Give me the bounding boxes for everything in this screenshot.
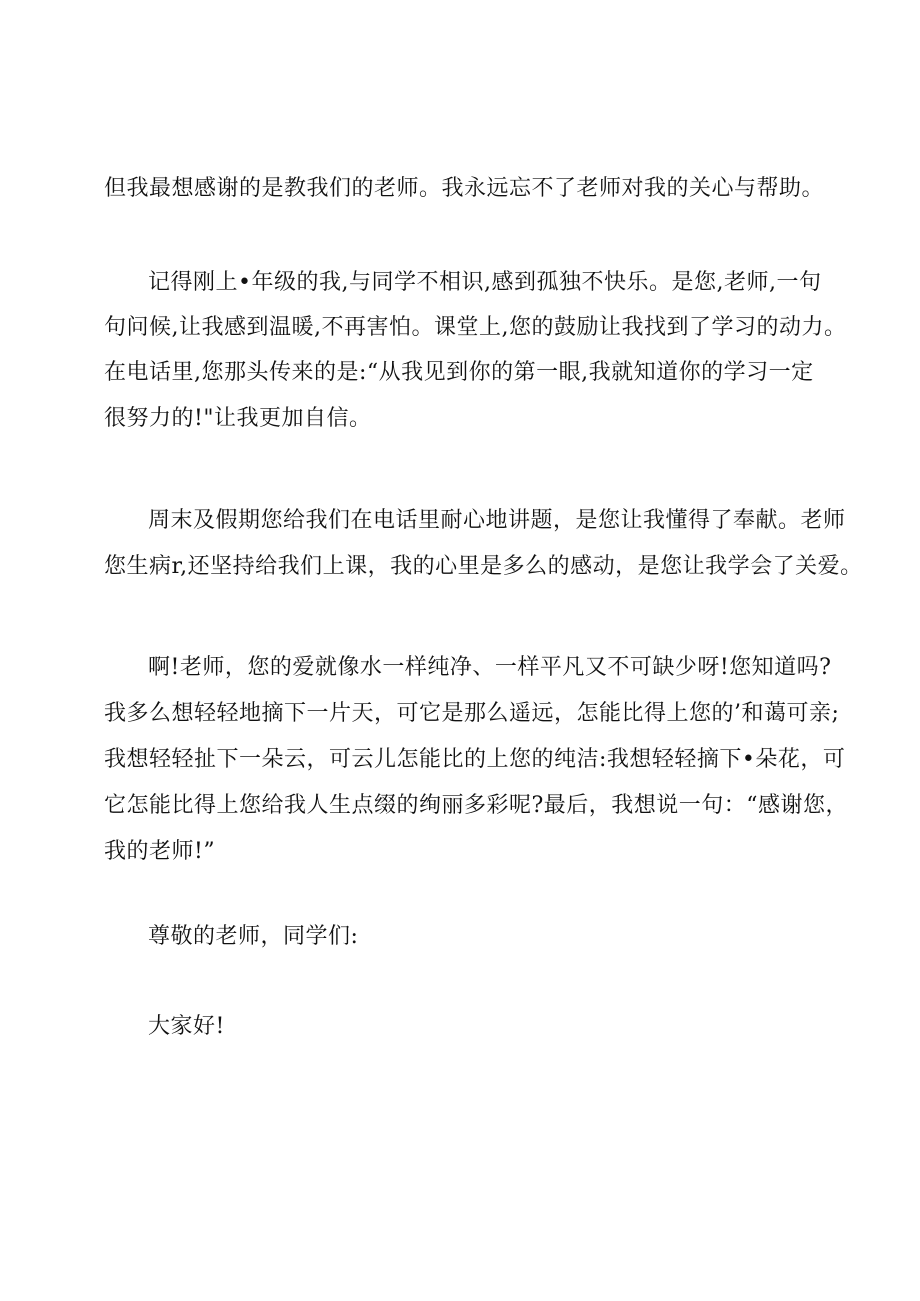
paragraph-3-line-2: 您生病r,还坚持给我们上课，我的心里是多么的感动，是您让我学会了关爱。 [104, 554, 863, 579]
paragraph-2-line-4: 很努力的!"让我更加自信。 [104, 406, 372, 431]
salutation-line: 尊敬的老师，同学们: [148, 924, 359, 949]
paragraph-2-line-3: 在电话里,您那头传来的是:“从我见到你的第一眼,我就知道你的学习一定 [104, 360, 814, 385]
greeting-line: 大家好! [148, 1014, 225, 1039]
paragraph-4-line-5: 我的老师!” [104, 839, 216, 864]
paragraph-1-line-1: 但我最想感谢的是教我们的老师。我永远忘不了老师对我的关心与帮助。 [104, 176, 825, 201]
paragraph-4-line-4: 它怎能比得上您给我人生点缀的绚丽多彩呢?最后，我想说一句：“感谢您， [104, 793, 849, 818]
paragraph-2-line-2: 句问候,让我感到温暖,不再害怕。课堂上,您的鼓励让我找到了学习的动力。 [104, 315, 847, 340]
paragraph-3-line-1: 周末及假期您给我们在电话里耐心地讲题，是您让我懂得了奉献。老师 [148, 508, 846, 533]
paragraph-4-line-2: 我多么想轻轻地摘下一片天，可它是那么遥远，怎能比得上您的’和蔼可亲; [104, 701, 840, 726]
paragraph-2-line-1: 记得刚上•年级的我,与同学不相识,感到孤独不快乐。是您,老师,一句 [148, 270, 822, 295]
paragraph-4-line-3: 我想轻轻扯下一朵云，可云儿怎能比的上您的纯洁:我想轻轻摘下•朵花，可 [104, 747, 846, 772]
paragraph-4-line-1: 啊!老师，您的爱就像水一样纯净、一样平凡又不可缺少呀!您知道吗? [148, 655, 832, 680]
